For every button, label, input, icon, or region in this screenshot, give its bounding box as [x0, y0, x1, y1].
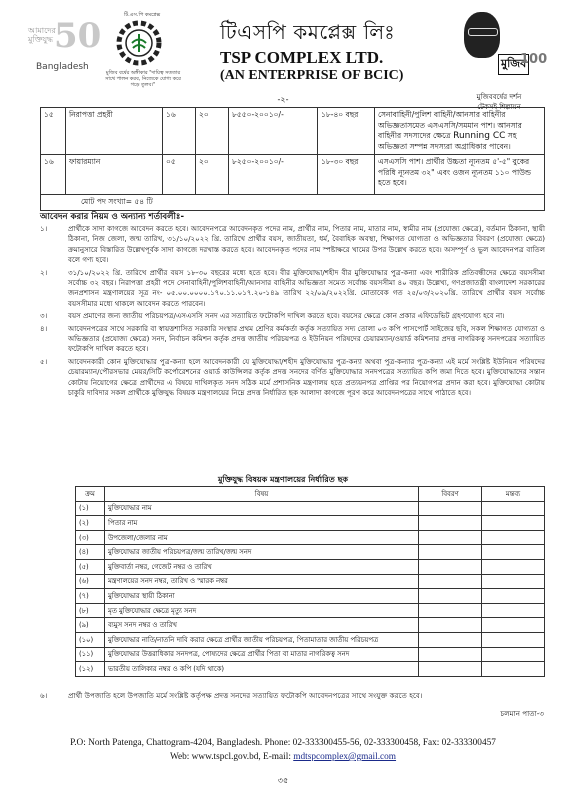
row-remark	[482, 662, 545, 677]
rule-item	[40, 324, 545, 355]
job-count: ২০	[196, 108, 229, 155]
job-qual-emphasis: Running CC	[453, 131, 506, 141]
table-row	[76, 603, 545, 618]
rule-number: ৩।	[40, 311, 48, 321]
job-table	[40, 107, 545, 211]
continued-note: চলমান পাতা-৩	[500, 709, 544, 718]
job-count: ২০	[196, 155, 229, 195]
freedom-fighter-form-table	[75, 486, 545, 677]
job-scale: ৮৫৫০-২০০১০/-	[229, 108, 318, 155]
rule-text: বয়স প্রমাণের জন্য জাতীয় পরিচয়পত্র/এসএসসি সনদ এর সত্যায়িত ফটোকপি দাখিল করতে হবে। বয়সের ক্ষেত্রে কোন প্রকার এফিডেভিট গ্রহণযোগ্য হবে না।	[68, 311, 505, 321]
rule-item	[40, 224, 545, 266]
row-sl: (৬)	[76, 574, 105, 589]
rule-text: আবেদনকারী কোন মুক্তিযোদ্ধার পুত্র-কন্যা হলে আবেদনকারী যে মুক্তিযোদ্ধা/শহীদ মুক্তিযোদ্ধার পুত্র-কন্যা অথবা পুত্র-কন্যার পুত্র-কন্যা এই মর্মে সংশ্লিষ্ট ইউনিয়ন পরিষদের চেয়ারম্যান/পৌরসভার মেয়র/সিটি কর্পোরেশনের ওয়ার্ড কাউন্সিলর কর্তৃক প্রদত্ত সনদের বর্ণিত মুক্তিযোদ্ধার সনদপত্রের সত্যায়িত কপি জমা দিতে হবে। মুক্তিযোদ্ধাদের সন্তান কোটায় নিয়োগের ক্ষেত্রে প্রার্থীদের এ বিষয়ে দাখিলকৃত সনদ সঠিক মর্মে প্রশাসনিক মন্ত্রণালয় হতে প্রত্যয়নপত্র প্রাপ্তির পর নিয়োগপত্র প্রদান করা হবে। মুক্তিযোদ্ধা কোটায় চাকুরি দাবিদার সকল প্রার্থীকে মুক্তিযুদ্ধ বিষয়ক মন্ত্রণালয়ের নিম্নে প্রদত্ত নির্ধারিত ছক আলাদা কাগজে পূরণ করে আবেদনপত্রের সাথে পাঠাতে হবে।	[68, 356, 545, 398]
row-remark	[482, 559, 545, 574]
rule-text: প্রার্থী উপজাতি হলে উপজাতি মর্মে সংশ্লিষ্ট কর্তৃপক্ষ প্রদত্ত সনদের সত্যায়িত ফটোকপি আবেদনপত্রের সাথে সংযুক্ত করতে হবে।	[68, 691, 423, 700]
row-detail	[419, 618, 482, 633]
rule-number: ৬।	[40, 691, 48, 700]
logo-bd-number: 50	[54, 16, 102, 56]
rule-number: ৫।	[40, 356, 48, 366]
table-header-row	[76, 487, 545, 502]
logo-bd-country: Bangladesh	[36, 62, 89, 72]
tsp-logo-text: টি.এস.পি কমপ্লেক্স	[124, 12, 161, 18]
job-qual-text: সেনাবাহিনী/পুলিশ বাহিনী/আনসার বাহিনীর অভিজ্ঞতাসমেত এসএসসি/সমমান পাশ। আনসার বাহিনীর সদস্যদের ক্ষেত্রে	[378, 110, 522, 140]
row-remark	[482, 647, 545, 662]
glasses-icon	[468, 28, 498, 36]
bangladesh-50-logo	[28, 16, 102, 76]
rule-6	[40, 691, 545, 701]
row-subject: মুক্তিবার্তা নম্বর, গেজেট নম্বর ও তারিখ	[105, 559, 419, 574]
row-remark	[482, 530, 545, 545]
tsp-motto: মুজিব বর্ষের অঙ্গীকার "দায়িত্ব সততার সাথে পালন করব, নিজেকে যোগ্য করে গড়ে তুলব।"	[105, 70, 181, 88]
row-subject: উপজেলা/জেলার নাম	[105, 530, 419, 545]
row-detail	[419, 632, 482, 647]
row-detail	[419, 501, 482, 516]
row-subject: মুক্তিযোদ্ধার নাম	[105, 501, 419, 516]
rule-text: আবেদনপত্রের সাথে সরকারি বা স্বায়ত্তশাসিত সরকারি সংস্থার প্রথম শ্রেণির কর্মকর্তা কর্তৃক সত্যায়িত সদ্য তোলা ০৩ কপি পাসপোর্ট সাইজের ছবি, সকল শিক্ষাগত যোগ্যতা ও অভিজ্ঞতার (প্রযোজ্য ক্ষেত্রে) সনদ, নির্বাচন কমিশন কর্তৃক প্রদত্ত জাতীয় পরিচয়পত্র ও ইউনিয়ন পরিষদের চেয়ারম্যান/ওয়ার্ড কমিশনার প্রদত্ত নাগরিকত্ব সনদপত্রের সত্যায়িত ফটোকপি দাখিল করতে হবে।	[68, 323, 545, 354]
row-sl: (৭)	[76, 589, 105, 604]
row-subject: মুক্তিযোদ্ধার নাতি/নাতনি দাবি করার ক্ষেত্রে প্রার্থীর জাতীয় পরিচয়পত্র, পিতামাতার জাতীয় পরিচয়পত্র	[105, 632, 419, 647]
col-header-sl: ক্রম	[76, 487, 105, 502]
footer-web: Web: www.tspcl.gov.bd, E-mail:	[169, 752, 294, 762]
letterhead	[28, 8, 548, 111]
row-sl: (৩)	[76, 530, 105, 545]
row-detail	[419, 647, 482, 662]
row-detail	[419, 574, 482, 589]
mujib-caption-2: টেকসই শিল্পায়ন	[477, 103, 521, 111]
table-row	[76, 530, 545, 545]
total-row	[41, 195, 545, 211]
rule-item	[40, 268, 545, 310]
col-header-detail: বিবরণ	[419, 487, 482, 502]
mujib-number: 100	[520, 52, 548, 67]
row-sl: (৯)	[76, 618, 105, 633]
job-age: ১৮-৩০ বছর	[318, 155, 375, 195]
row-detail	[419, 603, 482, 618]
table-row	[41, 108, 545, 155]
rules-list	[40, 224, 545, 401]
footer-address: P.O: North Patenga, Chattogram-4204, Bangladesh. Phone: 02-333300455-56, 02-333300458, Fax: 02-333300457	[70, 738, 496, 748]
row-sl: (২)	[76, 516, 105, 531]
row-sl: (১১)	[76, 647, 105, 662]
job-grade: ০৫	[163, 155, 196, 195]
row-remark	[482, 632, 545, 647]
rule-text: প্রার্থীকে সাদা কাগজে আবেদন করতে হবে। আবেদনপত্রে আবেদনকৃত পদের নাম, প্রার্থীর নাম, পিতার নাম, মাতার নাম, স্বামীর নাম (প্রযোজ্য ক্ষেত্রে), বর্তমান ঠিকানা, স্থায়ী ঠিকানা, নিজ জেলা, জন্ম তারিখ, ৩১/১০/২০২২ খ্রি. তারিখে প্রার্থীর বয়স, জাতীয়তা, ধর্ম, বৈবাহিক অবস্থা, শিক্ষাগত যোগ্যতা ও অভিজ্ঞতার বিবরণ (প্রযোজ্য ক্ষেত্রে) ক্রমানুসারে বিস্তারিত উল্লেখপূর্বক সাদা কাগজে দরখাস্ত করতে হবে। আবেদনকৃত পদের নাম স্পষ্টাক্ষরে খামের উপর উল্লেখ করতে হবে। অসম্পূর্ণ ও ভুল আবেদনপত্র বাতিল বলে গণ্য হবে।	[68, 224, 545, 265]
job-post: নিরাপত্তা প্রহরী	[66, 108, 163, 155]
row-remark	[482, 574, 545, 589]
page-number: ৩৫	[277, 776, 289, 785]
footer-email-link[interactable]: mdtspcomplex@gmail.com	[293, 752, 397, 762]
row-subject: মৃত মুক্তিযোদ্ধার ক্ষেত্রে মৃত্যু সনদ	[105, 603, 419, 618]
table-row	[76, 501, 545, 516]
row-remark	[482, 589, 545, 604]
job-grade: ১৬	[163, 108, 196, 155]
table-row	[76, 545, 545, 560]
table-row	[76, 662, 545, 677]
row-sl: (৫)	[76, 559, 105, 574]
table-row	[76, 559, 545, 574]
row-subject: মুক্তিযোদ্ধার জাতীয় পরিচয়পত্র/জন্ম তারিখ/জন্ম সনদ	[105, 545, 419, 560]
table-row	[76, 647, 545, 662]
row-sl: (৪)	[76, 545, 105, 560]
rule-item	[40, 357, 545, 399]
job-sl: ১৬	[41, 155, 66, 195]
row-subject: ব্যমুস সনদ নম্বর ও তারিখ	[105, 618, 419, 633]
job-scale: ৮২৫০-২০০১০/-	[229, 155, 318, 195]
rule-item	[40, 311, 545, 321]
gear-icon	[110, 12, 168, 70]
rule-number: ১।	[40, 224, 48, 233]
row-remark	[482, 545, 545, 560]
rule-number: ২।	[40, 267, 48, 277]
job-qual-text-2: সহ অভিজ্ঞতা সম্পন্ন সদস্যরা অগ্রাধিকার পাবেন।	[378, 131, 517, 151]
row-remark	[482, 603, 545, 618]
row-detail	[419, 545, 482, 560]
table-row	[76, 618, 545, 633]
company-name-bn: টিএসপি কমপ্লেক্স লিঃ	[220, 20, 396, 44]
row-sl: (১)	[76, 501, 105, 516]
rule-text: ৩১/১০/২০২২ খ্রি. তারিখে প্রার্থীর বয়স ১৮-৩০ বছরের মধ্যে হতে হবে। বীর মুক্তিযোদ্ধা/শহীদ বীর মুক্তিযোদ্ধার পুত্র-কন্যা এবং শারীরিক প্রতিবন্ধীদের ক্ষেত্রে বয়সসীমা সর্বোচ্চ ৩২ বছর। নিরাপত্তা প্রহরী পদে সেনাবাহিনী/পুলিশবাহিনী/আনসার বাহিনীর অভিজ্ঞতা সমেত সর্বোচ্চ বয়সসীমা ৪০ বছর। উল্লেখ্য, গণপ্রজাতন্ত্রী বাংলাদেশ সরকারের জনপ্রশাসন মন্ত্রণালয়ের সূত্র নং- ০৫.০০.০০০০.১৭০.১১.০১৭.২০-১৪৯ তারিখ ২২/০৯/২০২২খ্রি. মোতাবেক গত ২৫/০৩/২০২০খ্রি. তারিখে প্রার্থীর বয়স সর্বোচ্চ বয়সসীমার মধ্যে থাকলে আবেদন করতে পারবেন।	[68, 267, 545, 308]
footer-contact	[0, 752, 566, 762]
row-remark	[482, 501, 545, 516]
table-row	[76, 632, 545, 647]
logo-bd-small: আমাদের মুক্তিযুদ্ধ	[28, 26, 56, 44]
table-row	[76, 574, 545, 589]
row-remark	[482, 618, 545, 633]
row-detail	[419, 559, 482, 574]
row-remark	[482, 516, 545, 531]
row-sl: (৮)	[76, 603, 105, 618]
table-row	[76, 589, 545, 604]
row-subject: মুক্তিযোদ্ধার স্থায়ী ঠিকানা	[105, 589, 419, 604]
form-heading: মুক্তিযুদ্ধ বিষয়ক মন্ত্রণালয়ের নির্ধারিত ছক	[217, 475, 349, 484]
job-age: ১৮-৪০ বছর	[318, 108, 375, 155]
row-subject: পিতার নাম	[105, 516, 419, 531]
row-subject: মুক্তিযোদ্ধার উত্তরাধিকার সনদপত্র, পোষ্যদের ক্ষেত্রে প্রার্থীর পিতা বা মাতার নাগরিকত্ব সনদ	[105, 647, 419, 662]
rule-item	[40, 691, 545, 703]
total-posts: মোট পদ সংখ্যা= ৫৪ টি	[41, 195, 545, 211]
mujib-caption-1: মুজিববর্ষের দর্শন	[476, 93, 522, 101]
job-sl: ১৫	[41, 108, 66, 155]
table-row	[76, 516, 545, 531]
table-row	[41, 155, 545, 195]
row-detail	[419, 589, 482, 604]
company-name-en: TSP COMPLEX LTD.	[220, 48, 384, 67]
col-header-subject: বিষয়	[105, 487, 419, 502]
mujib-100-logo	[458, 8, 548, 88]
row-sl: (১০)	[76, 632, 105, 647]
row-sl: (১২)	[76, 662, 105, 677]
row-subject: মন্ত্রণালয়ের সনদ নম্বর, তারিখ ও স্মারক নম্বর	[105, 574, 419, 589]
tsp-logo	[105, 12, 181, 88]
row-detail	[419, 530, 482, 545]
rules-heading: আবেদন করার নিয়ম ও অন্যান্য শর্তাবলীঃ-	[40, 212, 184, 222]
mujib-text: মুজিব	[498, 54, 529, 75]
row-detail	[419, 516, 482, 531]
rule-number: ৪।	[40, 323, 48, 333]
row-subject: ভারতীয় তালিকার নম্বর ও কপি (যদি থাকে)	[105, 662, 419, 677]
col-header-remark: মন্তব্য	[482, 487, 545, 502]
job-post: ফায়ারম্যান	[66, 155, 163, 195]
row-detail	[419, 662, 482, 677]
company-subtitle: (AN ENTERPRISE OF BCIC)	[220, 68, 404, 83]
job-qualification: এসএসসি পাশ। প্রার্থীর উচ্চতা ন্যূনতম ৫'-৫" বুকের পরিধি ন্যূনতম ৩২" এবং ওজন ন্যূনতম ১১০ পাউন্ড হতে হবে।	[375, 155, 545, 195]
job-qualification	[375, 108, 545, 155]
page-marker: -২-	[277, 95, 289, 104]
